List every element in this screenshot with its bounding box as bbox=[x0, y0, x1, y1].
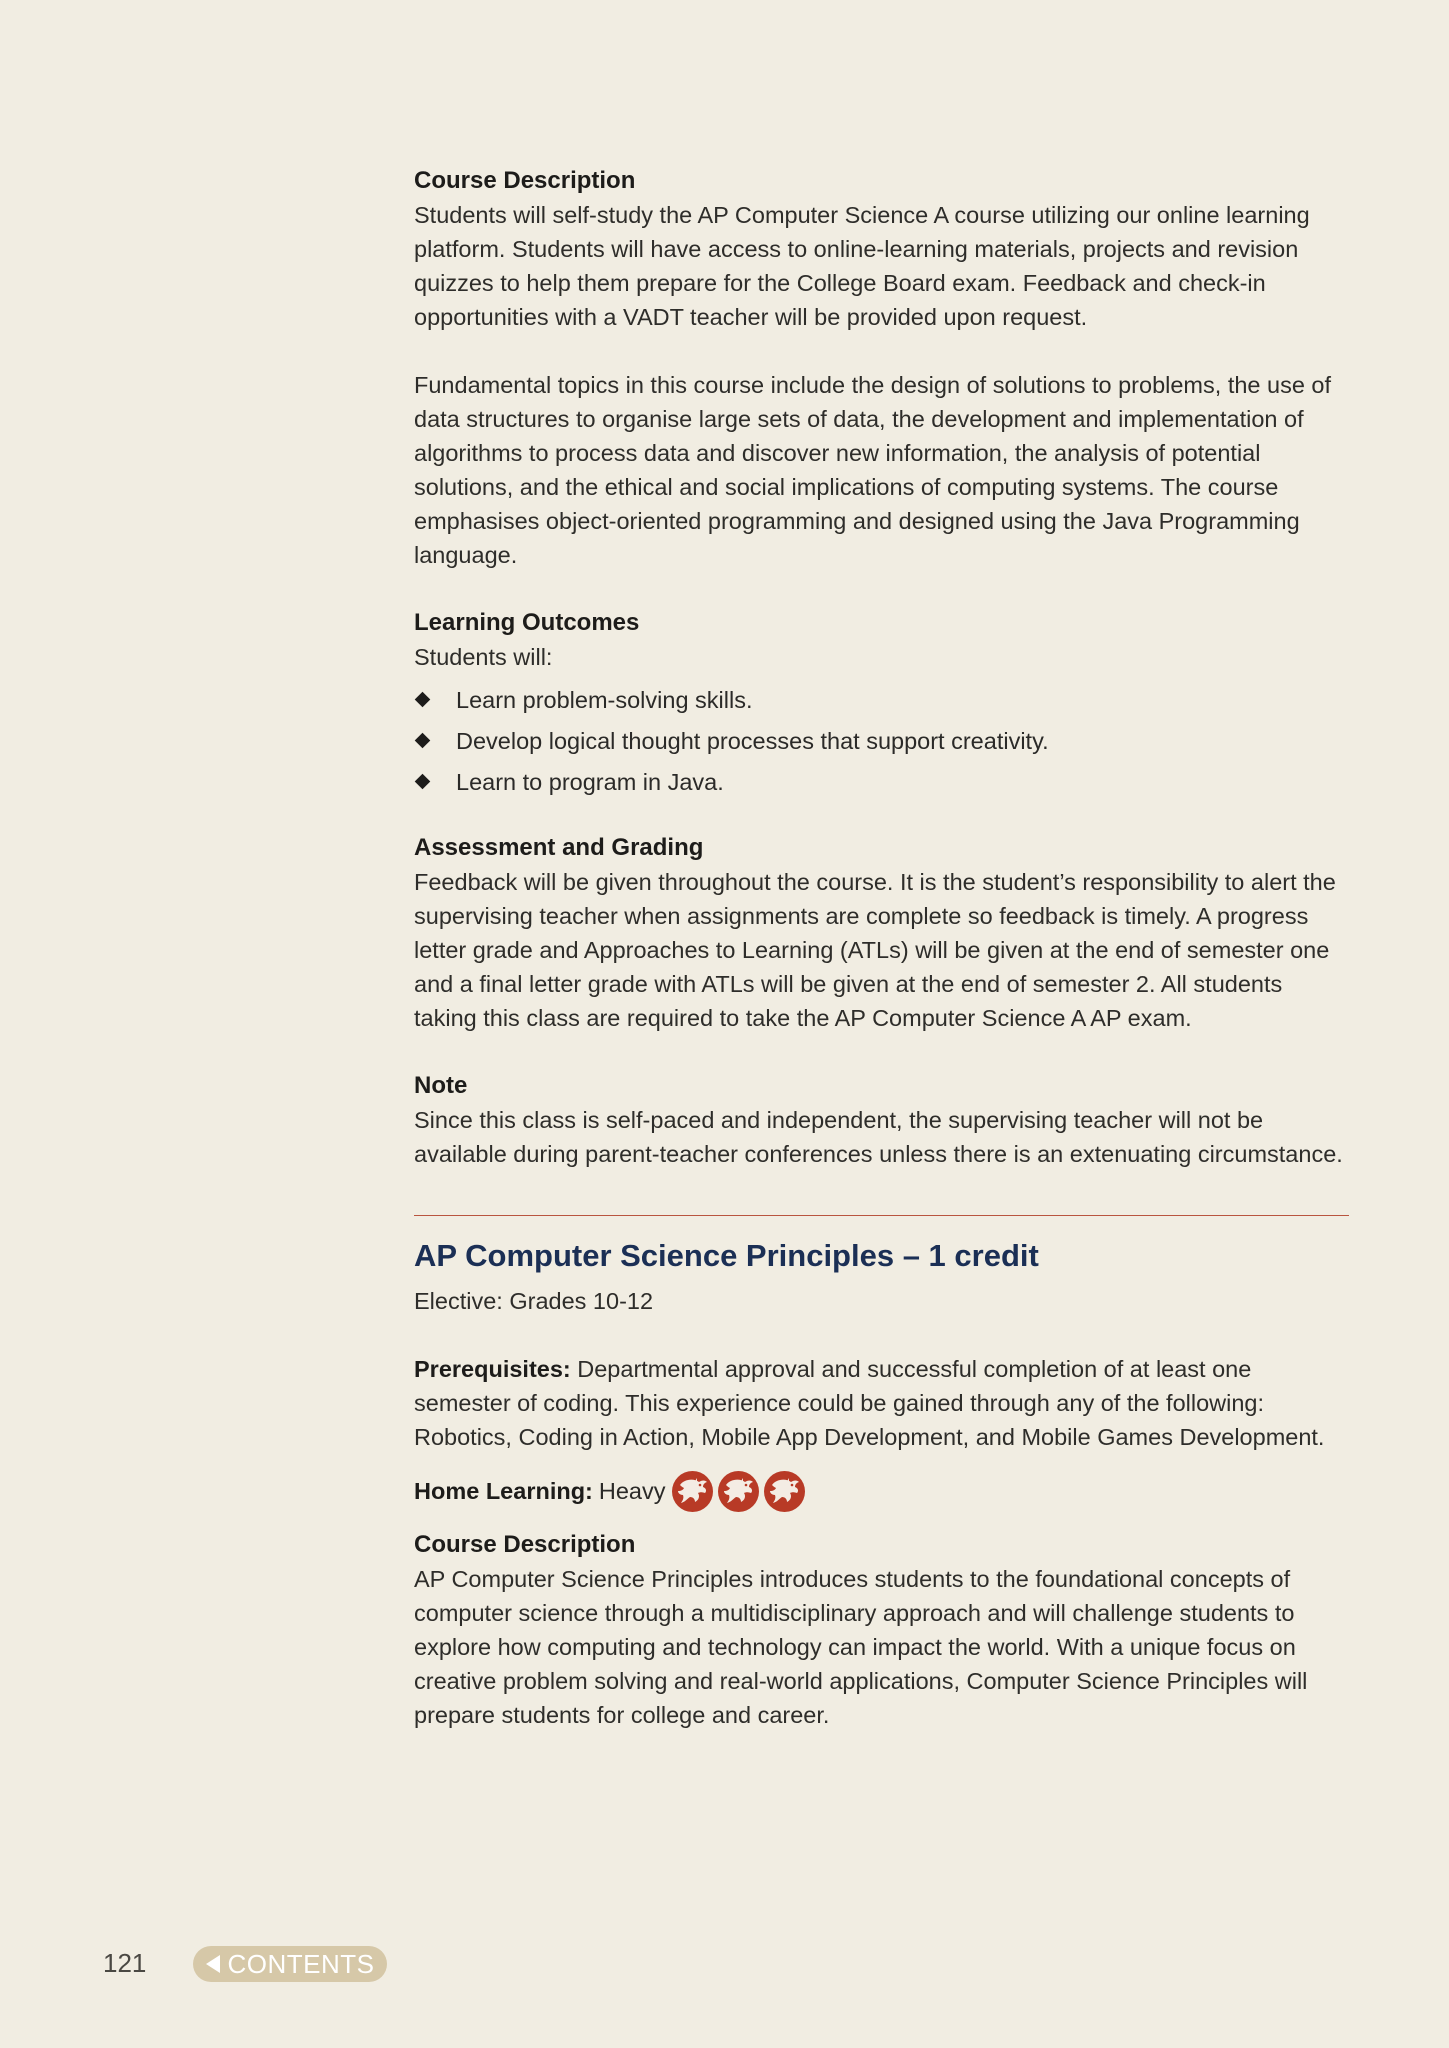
prerequisites bbox=[414, 1352, 1349, 1454]
contents-label: CONTENTS bbox=[227, 1949, 375, 1979]
prerequisites-text: Departmental approval and successful completion of at least one semester of coding. This experience could be gained through any of the following: Robotics, Coding in Action, Mobile App Development, and Mobile Games Development. bbox=[414, 1356, 1325, 1450]
note-heading: Note bbox=[414, 1072, 468, 1099]
learning-outcomes-intro: Students will: bbox=[414, 644, 553, 670]
back-arrow-icon bbox=[206, 1955, 220, 1973]
course-description-paragraph-1: Students will self-study the AP Computer Science A course utilizing our online learning platform. Students will have access to online-learning materials, projects and revision quizzes to help them prepare for the College Board exam. Feedback and check-in opportunities with a VADT teacher will be provided upon request. bbox=[414, 202, 1310, 330]
list-item: Learn to program in Java. bbox=[414, 762, 1349, 803]
assessment-text: Feedback will be given throughout the course. It is the student’s responsibility to alert the supervising teacher when assignments are complete so feedback is timely. A progress letter grade and Approaches to Learning (ATLs) will be given at the end of semester one and a final letter grade with ATLs will be given at the end of semester 2. All students taking this class are required to take the AP Computer Science A AP exam. bbox=[414, 869, 1336, 1031]
note-text: Since this class is self-paced and independent, the supervising teacher will not be available during parent-teacher conferences unless there is an extenuating circumstance. bbox=[414, 1107, 1343, 1167]
course-description-paragraph-2: Fundamental topics in this course include the design of solutions to problems, the use of data structures to organise large sets of data, the development and implementation of algorithms to process data and discover new information, the analysis of potential solutions, and the ethical and social implications of computing systems. The course emphasises object-oriented programming and designed using the Java Programming language. bbox=[414, 372, 1332, 568]
page-number: 121 bbox=[103, 1948, 147, 1978]
course-description-heading: Course Description bbox=[414, 167, 636, 194]
learning-outcomes-heading: Learning Outcomes bbox=[414, 609, 640, 636]
home-learning-label: Home Learning: bbox=[414, 1478, 593, 1504]
list-item: Learn problem-solving skills. bbox=[414, 680, 1349, 721]
course-description-heading-2: Course Description bbox=[414, 1531, 636, 1558]
diamond-bullet-icon bbox=[415, 692, 431, 708]
assessment-heading: Assessment and Grading bbox=[414, 834, 704, 861]
home-learning bbox=[414, 1470, 1349, 1512]
list-item: Develop logical thought processes that support creativity. bbox=[414, 721, 1349, 762]
dragon-icon bbox=[718, 1471, 759, 1512]
dragon-icon bbox=[764, 1471, 805, 1512]
contents-button[interactable] bbox=[193, 1946, 387, 1982]
page-content bbox=[414, 164, 1349, 1732]
learning-outcomes-list bbox=[414, 680, 1349, 803]
dragon-icon bbox=[672, 1471, 713, 1512]
diamond-bullet-icon bbox=[415, 774, 431, 790]
prerequisites-label: Prerequisites: bbox=[414, 1356, 571, 1382]
section-divider bbox=[414, 1215, 1349, 1216]
elective-grades: Elective: Grades 10-12 bbox=[414, 1288, 654, 1314]
course-title: AP Computer Science Principles – 1 credit bbox=[414, 1238, 1039, 1273]
home-learning-rating bbox=[672, 1471, 805, 1512]
diamond-bullet-icon bbox=[415, 733, 431, 749]
home-learning-value: Heavy bbox=[598, 1478, 666, 1504]
course-description-text-2: AP Computer Science Principles introduces students to the foundational concepts of computer science through a multidisciplinary approach and will challenge students to explore how computing and technology can impact the world. With a unique focus on creative problem solving and real-world applications, Computer Science Principles will prepare students for college and career. bbox=[414, 1566, 1308, 1728]
